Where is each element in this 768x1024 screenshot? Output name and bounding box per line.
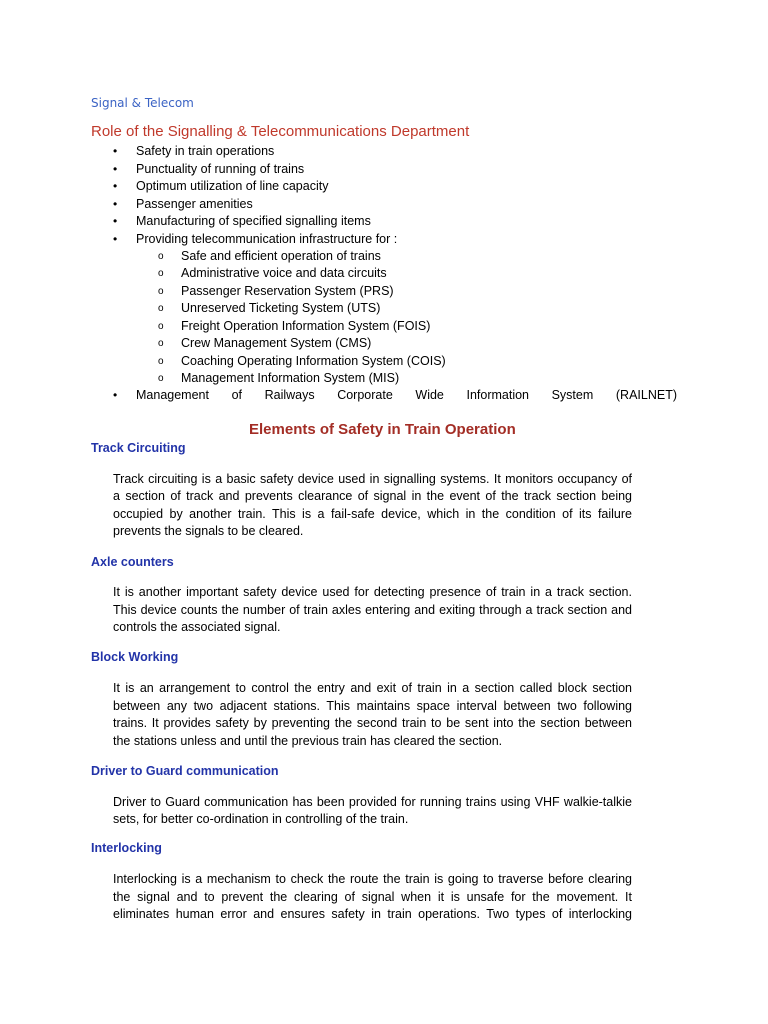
railnet-item-text: [136, 388, 677, 402]
list-item-text: Passenger amenities: [136, 197, 253, 211]
circle-bullet-icon: o: [158, 373, 164, 384]
word: of: [231, 388, 242, 402]
list-item-text: Punctuality of running of trains: [136, 162, 305, 176]
paragraph-line: This device counts the number of train axles entering and exiting through a track section and: [113, 603, 632, 617]
circle-bullet-icon: o: [158, 303, 164, 314]
role-heading: Role of the Signalling & Telecommunications Department: [91, 123, 470, 140]
circle-bullet-icon: o: [158, 251, 164, 262]
sublist-item-text: Passenger Reservation System (PRS): [181, 284, 394, 298]
word: Railways: [264, 388, 315, 402]
sublist-item-text: Safe and efficient operation of trains: [181, 249, 381, 263]
section-kicker: Signal & Telecom: [91, 96, 194, 110]
section-heading: Interlocking: [91, 841, 162, 855]
circle-bullet-icon: o: [158, 268, 164, 279]
paragraph-line: Driver to Guard communication has been provided for running trains using VHF walkie-talkie: [113, 795, 632, 809]
circle-bullet-icon: o: [158, 286, 164, 297]
sublist-item-text: Freight Operation Information System (FOIS): [181, 319, 431, 333]
bullet-icon: •: [113, 214, 118, 228]
bullet-icon: •: [113, 197, 118, 211]
word: Information: [466, 388, 529, 402]
section-heading: Block Working: [91, 650, 179, 664]
sublist-item-text: Administrative voice and data circuits: [181, 266, 387, 280]
paragraph-line: a section of track and prevents clearance of signal in the event of the track section being: [113, 489, 632, 503]
circle-bullet-icon: o: [158, 356, 164, 367]
paragraph-line: between any two adjacent stations. This maintains space interval between two following: [113, 699, 632, 713]
bullet-icon: •: [113, 179, 118, 193]
bullet-icon: •: [113, 232, 118, 246]
bullet-icon: •: [113, 162, 118, 176]
list-item-text: Manufacturing of specified signalling items: [136, 214, 371, 228]
sublist-item-text: Management Information System (MIS): [181, 371, 400, 385]
safety-heading: Elements of Safety in Train Operation: [249, 421, 516, 438]
list-item-text: Providing telecommunication infrastructure for :: [136, 232, 398, 246]
word: Wide: [415, 388, 444, 402]
paragraph-line: the signal and to prevent the clearing of signal when it is unsafe for the movement. It: [113, 890, 632, 904]
paragraph-line: Interlocking is a mechanism to check the route the train is going to traverse before clearing: [113, 872, 632, 886]
paragraph-line: the stations unless and until the previous train has cleared the section.: [113, 734, 503, 748]
section-heading: Axle counters: [91, 555, 174, 569]
paragraph-line: trains. It provides safety by preventing the second train to be sent into the section between: [113, 716, 632, 730]
paragraph-line: occupied by another train. This is a fail-safe device, which in the condition of its failure: [113, 507, 632, 521]
bullet-icon: •: [113, 144, 118, 158]
paragraph-line: sets, for better co-ordination in controlling of the train.: [113, 812, 409, 826]
word: System: [551, 388, 594, 402]
word: (RAILNET): [615, 388, 677, 402]
paragraph-line: It is an arrangement to control the entry and exit of train in a section called block section: [113, 681, 632, 695]
circle-bullet-icon: o: [158, 338, 164, 349]
word: Corporate: [337, 388, 393, 402]
sublist-item-text: Unreserved Ticketing System (UTS): [181, 301, 381, 315]
paragraph-line: eliminates human error and ensures safety in train operations. Two types of interlocking: [113, 907, 632, 921]
paragraph-line: controls the associated signal.: [113, 620, 281, 634]
paragraph-line: prevents the signals to be cleared.: [113, 524, 304, 538]
paragraph-line: Track circuiting is a basic safety device used in signalling systems. It monitors occupancy of: [113, 472, 632, 486]
list-item-text: Safety in train operations: [136, 144, 275, 158]
section-heading: Driver to Guard communication: [91, 764, 279, 778]
circle-bullet-icon: o: [158, 321, 164, 332]
bullet-icon: •: [113, 388, 118, 402]
sublist-item-text: Crew Management System (CMS): [181, 336, 372, 350]
section-heading: Track Circuiting: [91, 441, 186, 455]
list-item-text: Optimum utilization of line capacity: [136, 179, 329, 193]
sublist-item-text: Coaching Operating Information System (COIS): [181, 354, 446, 368]
word: Management: [136, 388, 209, 402]
paragraph-line: It is another important safety device used for detecting presence of train in a track section.: [113, 585, 632, 599]
